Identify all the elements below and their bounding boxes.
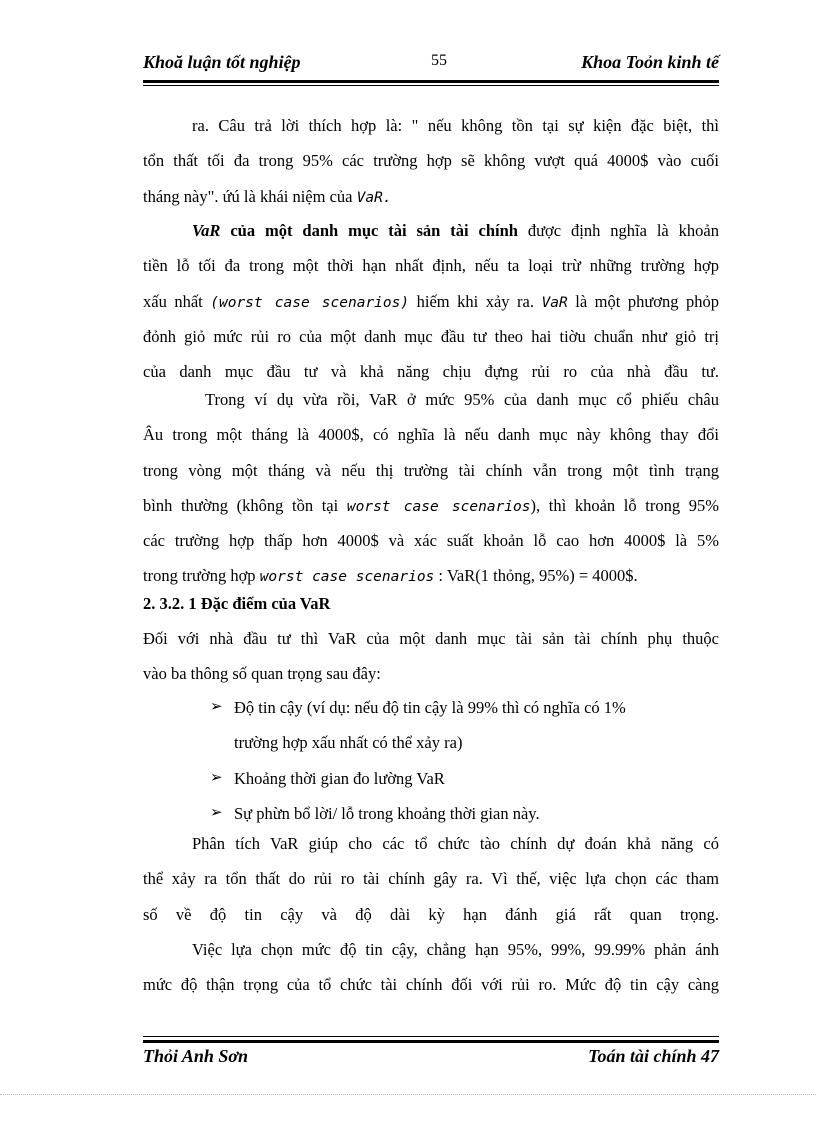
text-run-italic: VaR. xyxy=(356,189,392,206)
paragraph-line: mức độ thận trọng của tổ chức tài chính đối với rủi ro. Mức độ tin cậy càng xyxy=(143,975,719,995)
paragraph-line: các trường hợp thấp hơn 4000$ và xác suất khoản lỗ cao hơn 4000$ là 5% xyxy=(143,531,719,551)
paragraph-line: của danh mục đầu tư và khả năng chịu đựng rủi ro của nhà đầu tư. xyxy=(143,362,719,382)
paragraph-line xyxy=(143,179,719,214)
paragraph-3 xyxy=(143,382,719,594)
arrow-bullet-icon: ➢ xyxy=(210,699,223,715)
section-heading: 2. 3.2. 1 Đặc điểm của VaR xyxy=(143,594,331,613)
term-var: VaR xyxy=(192,221,221,240)
paragraph-line: Phân tích VaR giúp cho các tổ chức tào chính dự đoán khả năng có xyxy=(192,834,719,853)
paragraph-5 xyxy=(143,826,719,1002)
paragraph-line: đỏnh giỏ mức rủi ro của một danh mục đầu tư theo hai tiờu chuẩn như giỏ trị xyxy=(143,326,719,346)
arrow-bullet-icon: ➢ xyxy=(210,769,223,786)
page-bottom-divider xyxy=(0,1094,816,1095)
paragraph-2 xyxy=(143,213,719,389)
paragraph-line: thể xảy ra tổn thất do rủi ro tài chính gây ra. Vì thế, việc lựa chọn các tham xyxy=(143,869,719,889)
paragraph-line xyxy=(143,558,719,593)
paragraph-line: trong vòng một tháng và nếu thị trường tài chính vẫn trong một tình trạng xyxy=(143,460,719,480)
paragraph-line: Trong ví dụ vừa rồi, VaR ở mức 95% của danh mục cổ phiếu châu xyxy=(205,390,719,409)
text-run: trong trường hợp xyxy=(143,566,260,586)
footer-author: Thỏi Anh Sơn xyxy=(143,1046,249,1066)
header-page-number: 55 xyxy=(431,52,447,69)
text-run: hiếm khi xảy ra. xyxy=(409,291,542,311)
list-item xyxy=(210,690,720,761)
paragraph-line: Đối với nhà đầu tư thì VaR của một danh mục tài sản tài chính phụ thuộc xyxy=(143,629,719,648)
footer-course: Toán tài chính 47 xyxy=(588,1046,719,1066)
text-run: : VaR(1 thỏng, 95%) = 4000$. xyxy=(434,566,638,586)
page-header xyxy=(143,50,719,80)
footer-rule-thin xyxy=(143,1036,719,1037)
list-item-text: Sự phừn bổ lời/ lỗ trong khoảng thời gian này. xyxy=(234,803,540,823)
text-run-italic: (worst case scenarios) xyxy=(210,294,410,311)
paragraph-line: tiền lỗ tối đa trong một thời hạn nhất định, nếu ta loại trừ những trường hợp xyxy=(143,256,719,276)
list-item-text: trường hợp xấu nhất có thể xảy ra) xyxy=(234,733,463,753)
paragraph-line: số về độ tin cậy và độ dài kỳ hạn đánh giá rất quan trọng. xyxy=(143,904,719,924)
bullet-list xyxy=(210,690,720,831)
header-rule-thick xyxy=(143,80,719,83)
header-faculty: Khoa Toỏn kinh tế xyxy=(581,52,719,72)
text-run-italic: worst case scenarios xyxy=(346,498,531,515)
text-run: xấu nhất xyxy=(143,291,211,311)
paragraph-line: tổn thất tối đa trong 95% các trường hợp sẽ không vượt quá 4000$ vào cuối xyxy=(143,151,719,171)
text-run: ), thì khoản lỗ trong 95% xyxy=(530,495,719,515)
text-run-italic: worst case scenarios xyxy=(259,569,435,586)
term-definition-bold: của một danh mục tài sản tài chính xyxy=(220,221,518,240)
paragraph-line xyxy=(143,488,719,523)
paragraph-line: vào ba thông số quan trọng sau đây: xyxy=(143,664,381,684)
text-run: bình thường (không tồn tại xyxy=(143,495,347,515)
header-rule-thin xyxy=(143,85,719,86)
paragraph-line xyxy=(143,213,719,248)
paragraph-line: ra. Câu trả lời thích hợp là: " nếu không tồn tại sự kiện đặc biệt, thì xyxy=(192,116,719,135)
text-run: là một phương phỏp xyxy=(567,291,720,311)
text-run-italic: VaR xyxy=(541,294,568,311)
paragraph-1 xyxy=(143,108,719,214)
text-run: được định nghĩa là khoản xyxy=(517,221,719,240)
text-run: tháng này". ứú là khái niệm của xyxy=(143,186,357,206)
list-item-text: Độ tin cậy (ví dụ: nếu độ tin cậy là 99% thì có nghĩa có 1% xyxy=(234,698,626,717)
paragraph-4 xyxy=(143,621,719,692)
arrow-bullet-icon: ➢ xyxy=(210,804,223,821)
paragraph-line: Âu trong một tháng là 4000$, có nghĩa là nếu danh mục này không thay đổi xyxy=(143,425,719,445)
header-thesis-title: Khoă luận tốt nghiệp xyxy=(143,52,301,72)
list-item-text: Khoảng thời gian đo lường VaR xyxy=(234,768,445,788)
paragraph-line: Việc lựa chọn mức độ tin cậy, chẳng hạn 95%, 99%, 99.99% phản ánh xyxy=(192,939,719,959)
footer-rule-thick xyxy=(143,1040,719,1043)
list-item xyxy=(210,761,720,796)
paragraph-line xyxy=(143,284,719,319)
